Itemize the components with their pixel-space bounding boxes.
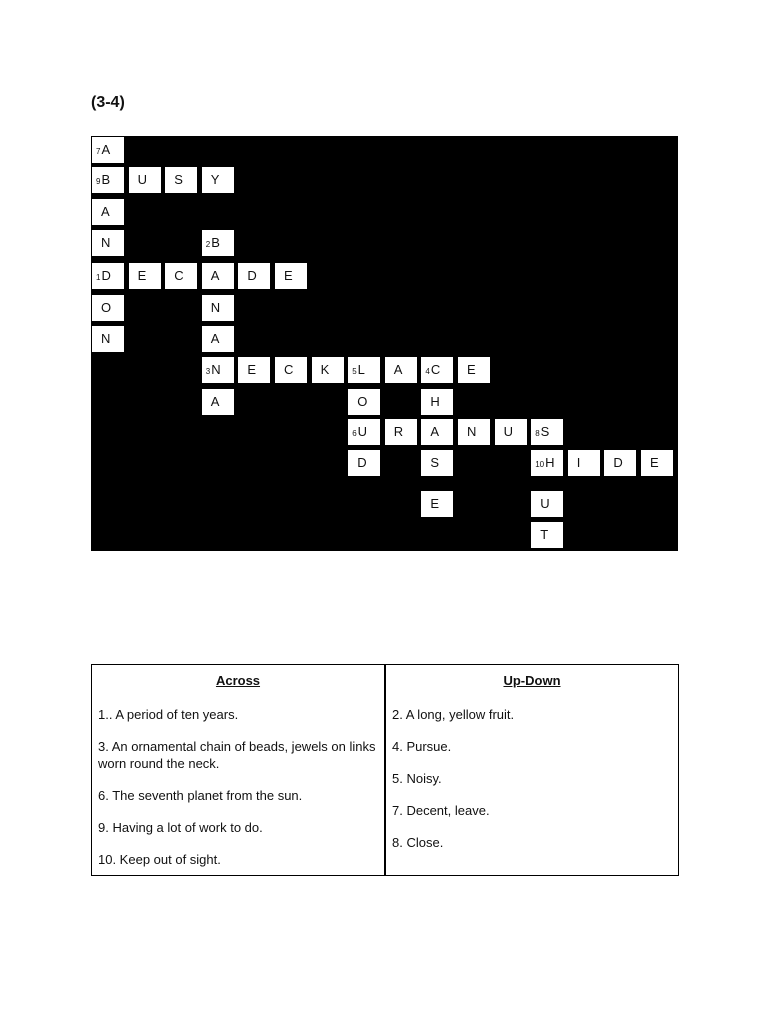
crossword-cell (274, 356, 308, 384)
crossword-cell (420, 490, 454, 518)
cell-letter: N (101, 235, 111, 250)
cell-letter: A (393, 362, 403, 377)
crossword-cell (640, 449, 674, 477)
clue-across-9: 9. Having a lot of work to do. (98, 820, 263, 835)
cell-letter: Y (210, 172, 220, 187)
crossword-cell (164, 166, 198, 194)
cell-letter: E (284, 268, 293, 283)
crossword-cell (128, 262, 162, 290)
crossword-cell (91, 325, 125, 353)
cell-letter: A (210, 331, 220, 346)
crossword-cell (603, 449, 637, 477)
cell-number: 1 (96, 273, 101, 282)
crossword-cell (201, 325, 235, 353)
cell-letter: C (284, 362, 294, 377)
cell-letter: H (430, 394, 440, 409)
across-heading: Across (215, 673, 261, 688)
down-column (384, 665, 678, 875)
cell-number: 7 (96, 147, 101, 156)
cell-letter: O (357, 394, 368, 409)
cell-letter: E (650, 455, 659, 470)
crossword-cell (384, 356, 418, 384)
crossword-cell (164, 262, 198, 290)
crossword-grid (91, 136, 678, 551)
clue-down-2: 2. A long, yellow fruit. (392, 707, 515, 722)
cell-letter: U (540, 496, 550, 511)
clues-table (91, 664, 679, 876)
crossword-cell (420, 418, 454, 446)
crossword-cell (91, 229, 125, 257)
crossword-cell (201, 262, 235, 290)
clue-across-10: 10. Keep out of sight. (98, 852, 221, 867)
crossword-cell (91, 294, 125, 322)
crossword-cell (494, 418, 528, 446)
cell-letter: A (101, 204, 110, 219)
cell-letter: N (210, 300, 221, 315)
crossword-cell (347, 449, 381, 477)
cell-letter: L (357, 362, 365, 377)
across-column (92, 665, 384, 875)
cell-letter: E (467, 362, 476, 377)
cell-letter: E (137, 268, 147, 283)
crossword-cell (347, 418, 381, 446)
cell-letter: T (540, 527, 549, 542)
cell-letter: H (545, 455, 555, 470)
cell-letter: A (210, 268, 220, 283)
cell-letter: C (174, 268, 184, 283)
cell-letter: U (357, 424, 368, 439)
cell-number: 8 (535, 429, 540, 438)
crossword-cell (237, 262, 271, 290)
crossword-cell (91, 198, 125, 226)
cell-letter: U (137, 172, 147, 187)
cell-letter: C (430, 362, 441, 377)
crossword-cell (201, 356, 235, 384)
cell-letter: N (467, 424, 477, 439)
cell-letter: O (101, 300, 112, 315)
cell-letter: S (174, 172, 183, 187)
crossword-cell (420, 388, 454, 416)
cell-letter: E (247, 362, 257, 377)
cell-letter: S (430, 455, 440, 470)
crossword-cell (91, 136, 125, 164)
crossword-cell (128, 166, 162, 194)
cell-letter: E (430, 496, 440, 511)
crossword-cell (530, 449, 564, 477)
crossword-cell (201, 166, 235, 194)
clue-across-3: 3. An ornamental chain of beads, jewels on links worn round the neck. (98, 739, 376, 771)
cell-number: 2 (205, 240, 211, 249)
crossword-cell (567, 449, 601, 477)
cell-letter: K (320, 362, 330, 377)
cell-number: 4 (425, 367, 430, 376)
cell-letter: D (613, 455, 623, 470)
clue-down-7: 7. Decent, leave. (392, 803, 490, 818)
crossword-cell (201, 229, 235, 257)
cell-letter: D (101, 268, 111, 283)
cell-letter: A (210, 394, 220, 409)
down-heading: Up-Down (503, 673, 561, 688)
crossword-cell (530, 490, 564, 518)
cell-letter: D (357, 455, 367, 470)
cell-letter: B (101, 172, 111, 187)
crossword-cell (420, 356, 454, 384)
cell-number: 5 (352, 367, 357, 376)
crossword-cell (420, 449, 454, 477)
clue-across-6: 6. The seventh planet from the sun. (98, 788, 303, 803)
clue-down-8: 8. Close. (392, 835, 444, 850)
cell-number: 9 (96, 177, 101, 186)
cell-letter: B (211, 235, 220, 250)
cell-letter: S (540, 424, 550, 439)
crossword-cell (201, 294, 235, 322)
cell-number: 6 (352, 429, 357, 438)
crossword-cell (530, 418, 564, 446)
crossword-cell (457, 418, 491, 446)
crossword-cell (274, 262, 308, 290)
cell-letter: N (101, 331, 111, 346)
crossword-cell (311, 356, 345, 384)
crossword-cell (201, 388, 235, 416)
clue-across-1: 1.. A period of ten years. (98, 707, 239, 722)
crossword-cell (384, 418, 418, 446)
cell-number: 3 (205, 367, 211, 376)
cell-letter: R (393, 424, 404, 439)
clue-down-5: 5. Noisy. (392, 771, 442, 786)
cell-letter: N (211, 362, 221, 377)
clue-down-4: 4. Pursue. (392, 739, 452, 754)
cell-number: 10 (535, 460, 545, 469)
cell-letter: U (503, 424, 513, 439)
crossword-cell (91, 262, 125, 290)
cell-letter: A (430, 424, 440, 439)
crossword-cell (237, 356, 271, 384)
crossword-cell (530, 521, 564, 549)
cell-letter: D (247, 268, 257, 283)
crossword-cell (457, 356, 491, 384)
crossword-cell (347, 356, 381, 384)
crossword-cell (91, 166, 125, 194)
page-title: (3-4) (91, 94, 125, 111)
cell-letter: I (576, 455, 581, 470)
crossword-cell (347, 388, 381, 416)
cell-letter: A (101, 142, 111, 157)
